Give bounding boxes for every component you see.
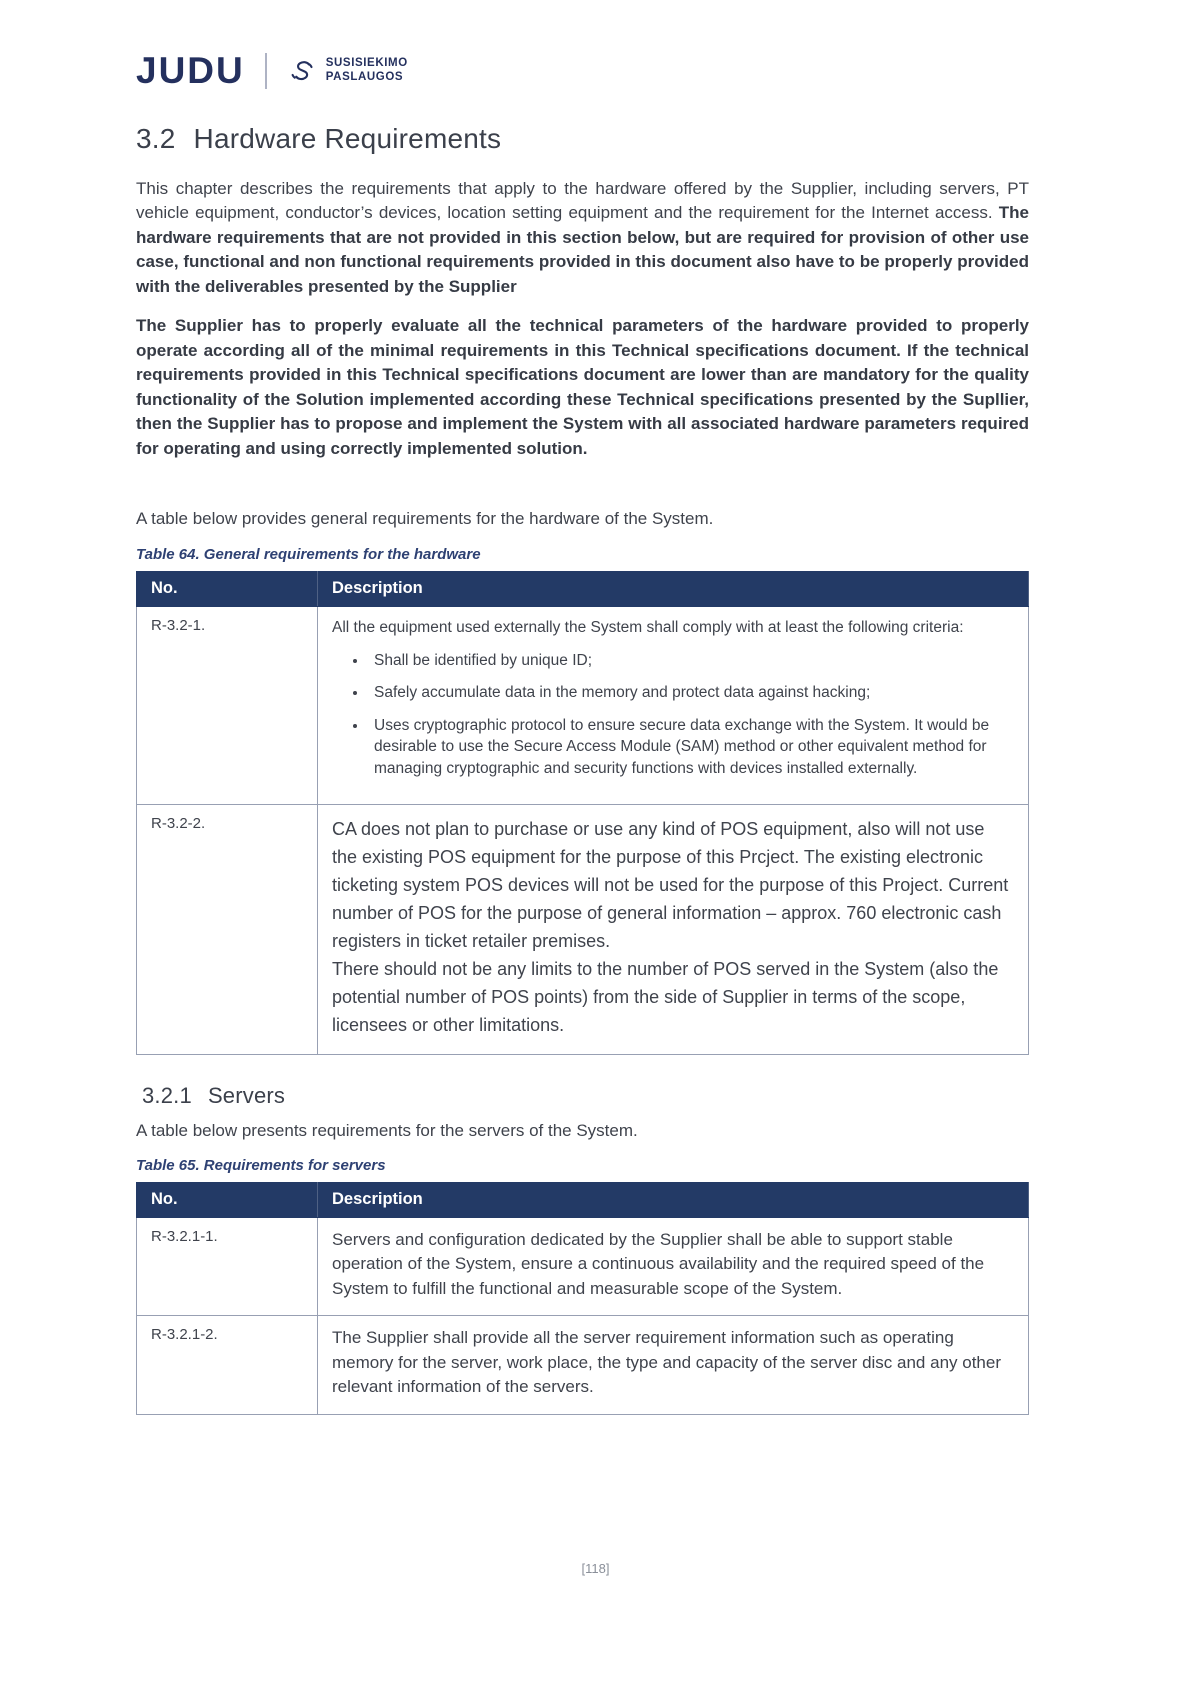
bullet-item: • Safely accumulate data in the memory and protect data against hacking; xyxy=(368,682,1014,703)
section-number: 3.2 xyxy=(136,123,176,154)
table-header-row xyxy=(137,571,1029,606)
column-header-no: No. xyxy=(137,571,318,606)
subsection-heading xyxy=(142,1083,1029,1109)
table64-lead: A table below provides general requirements for the hardware of the System. xyxy=(136,509,714,529)
table-row xyxy=(137,1316,1029,1414)
subsection-title: Servers xyxy=(207,1082,286,1108)
requirement-text: CA does not plan to purchase or use any kind of POS equipment, also will not use the existing POS equipment for the purpose of this Prcject. The existing electronic ticketing system POS devices will not be used for the purpose of this Project. Current number of POS for the purpose of general information – approx. 760 electronic cash registers in ticket retailer premises. xyxy=(332,818,1009,952)
requirement-description xyxy=(318,804,1029,1054)
requirement-text: All the equipment used externally the System shall comply with at least the following criteria: xyxy=(332,618,964,636)
evaluation-paragraph: The Supplier has to properly evaluate all the technical parameters of the hardware provided to properly operate according all of the minimal requirements in this Technical specifications document. If the technical requirements provided in this Technical specifications document are lower than are mandatory for the quality functionality of the Solution implemented according these Technical specifications presented by the Supllier, then the Supplier has to propose and implement the System with all associated hardware parameters required for operating and using correctly implemented solution. xyxy=(136,316,1029,458)
intro-bold-text: The hardware requirements that are not provided in this section below, but are required for provision of other use case, functional and non functional requirements provided in this document also have to be properly provided with the deliverables presented by the Supplier xyxy=(136,203,1029,296)
section-title: Hardware Requirements xyxy=(193,123,502,154)
intro-normal-text: This chapter describes the requirements that apply to the hardware offered by the Supplier, including servers, PT vehicle equipment, conductor’s devices, location setting equipment and the requirement for the Internet access. xyxy=(136,179,1029,223)
requirement-id: R-3.2.1-1. xyxy=(137,1217,318,1315)
table-header-row xyxy=(137,1182,1029,1217)
column-header-description: Description xyxy=(318,1182,1029,1217)
bullet-item: • Uses cryptographic protocol to ensure secure data exchange with the System. It would be desirable to use the Secure Access Module (SAM) method or other equivalent method for managing cryptographic and security functions with devices installed externally. xyxy=(368,715,1014,779)
requirement-id: R-3.2-1. xyxy=(137,606,318,804)
table-row xyxy=(137,606,1029,804)
intro-paragraph xyxy=(136,177,1029,299)
bullet-item: • Shall be identified by unique ID; xyxy=(368,650,1014,671)
requirement-text: There should not be any limits to the number of POS served in the System (also the potential number of POS points) from the side of Supplier in terms of the scope, licensees or other limitations. xyxy=(332,959,999,1036)
requirement-description: Servers and configuration dedicated by the Supplier shall be able to support stable operation of the System, ensure a continuous availability and the required speed of the System to fulfill the functional and measurable scope of the System. xyxy=(318,1217,1029,1315)
requirement-description: The Supplier shall provide all the server requirement information such as operating memory for the server, work place, the type and capacity of the server disc and any other relevant information of the servers. xyxy=(318,1316,1029,1414)
table-general-hardware-requirements xyxy=(136,571,1029,1055)
table-row xyxy=(137,1217,1029,1315)
partner-logo-text xyxy=(326,57,408,83)
table-server-requirements xyxy=(136,1182,1029,1415)
requirement-id: R-3.2-2. xyxy=(137,804,318,1054)
column-header-no: No. xyxy=(137,1182,318,1217)
requirement-description xyxy=(318,606,1029,804)
subsection-number: 3.2.1 xyxy=(142,1082,192,1108)
table65-lead: A table below presents requirements for the servers of the System. xyxy=(136,1120,638,1140)
page-header xyxy=(136,52,1029,89)
logo-divider xyxy=(265,53,267,89)
judu-logo: JUDU xyxy=(136,50,245,91)
swirl-s-icon xyxy=(287,56,317,86)
page-number: [118] xyxy=(581,1561,610,1576)
table64-caption: Table 64. General requirements for the hardware xyxy=(136,545,481,563)
requirement-bullet-list xyxy=(332,650,1014,779)
partner-logo-line2: PASLAUGOS xyxy=(325,70,404,83)
partner-logo-line1: SUSISIEKIMO xyxy=(325,57,408,70)
susisiekimo-paslaugos-logo xyxy=(287,56,408,86)
column-header-description: Description xyxy=(318,571,1029,606)
table-row xyxy=(137,804,1029,1054)
section-heading xyxy=(136,123,1029,155)
requirement-id: R-3.2.1-2. xyxy=(137,1316,318,1414)
table65-caption: Table 65. Requirements for servers xyxy=(136,1156,386,1174)
